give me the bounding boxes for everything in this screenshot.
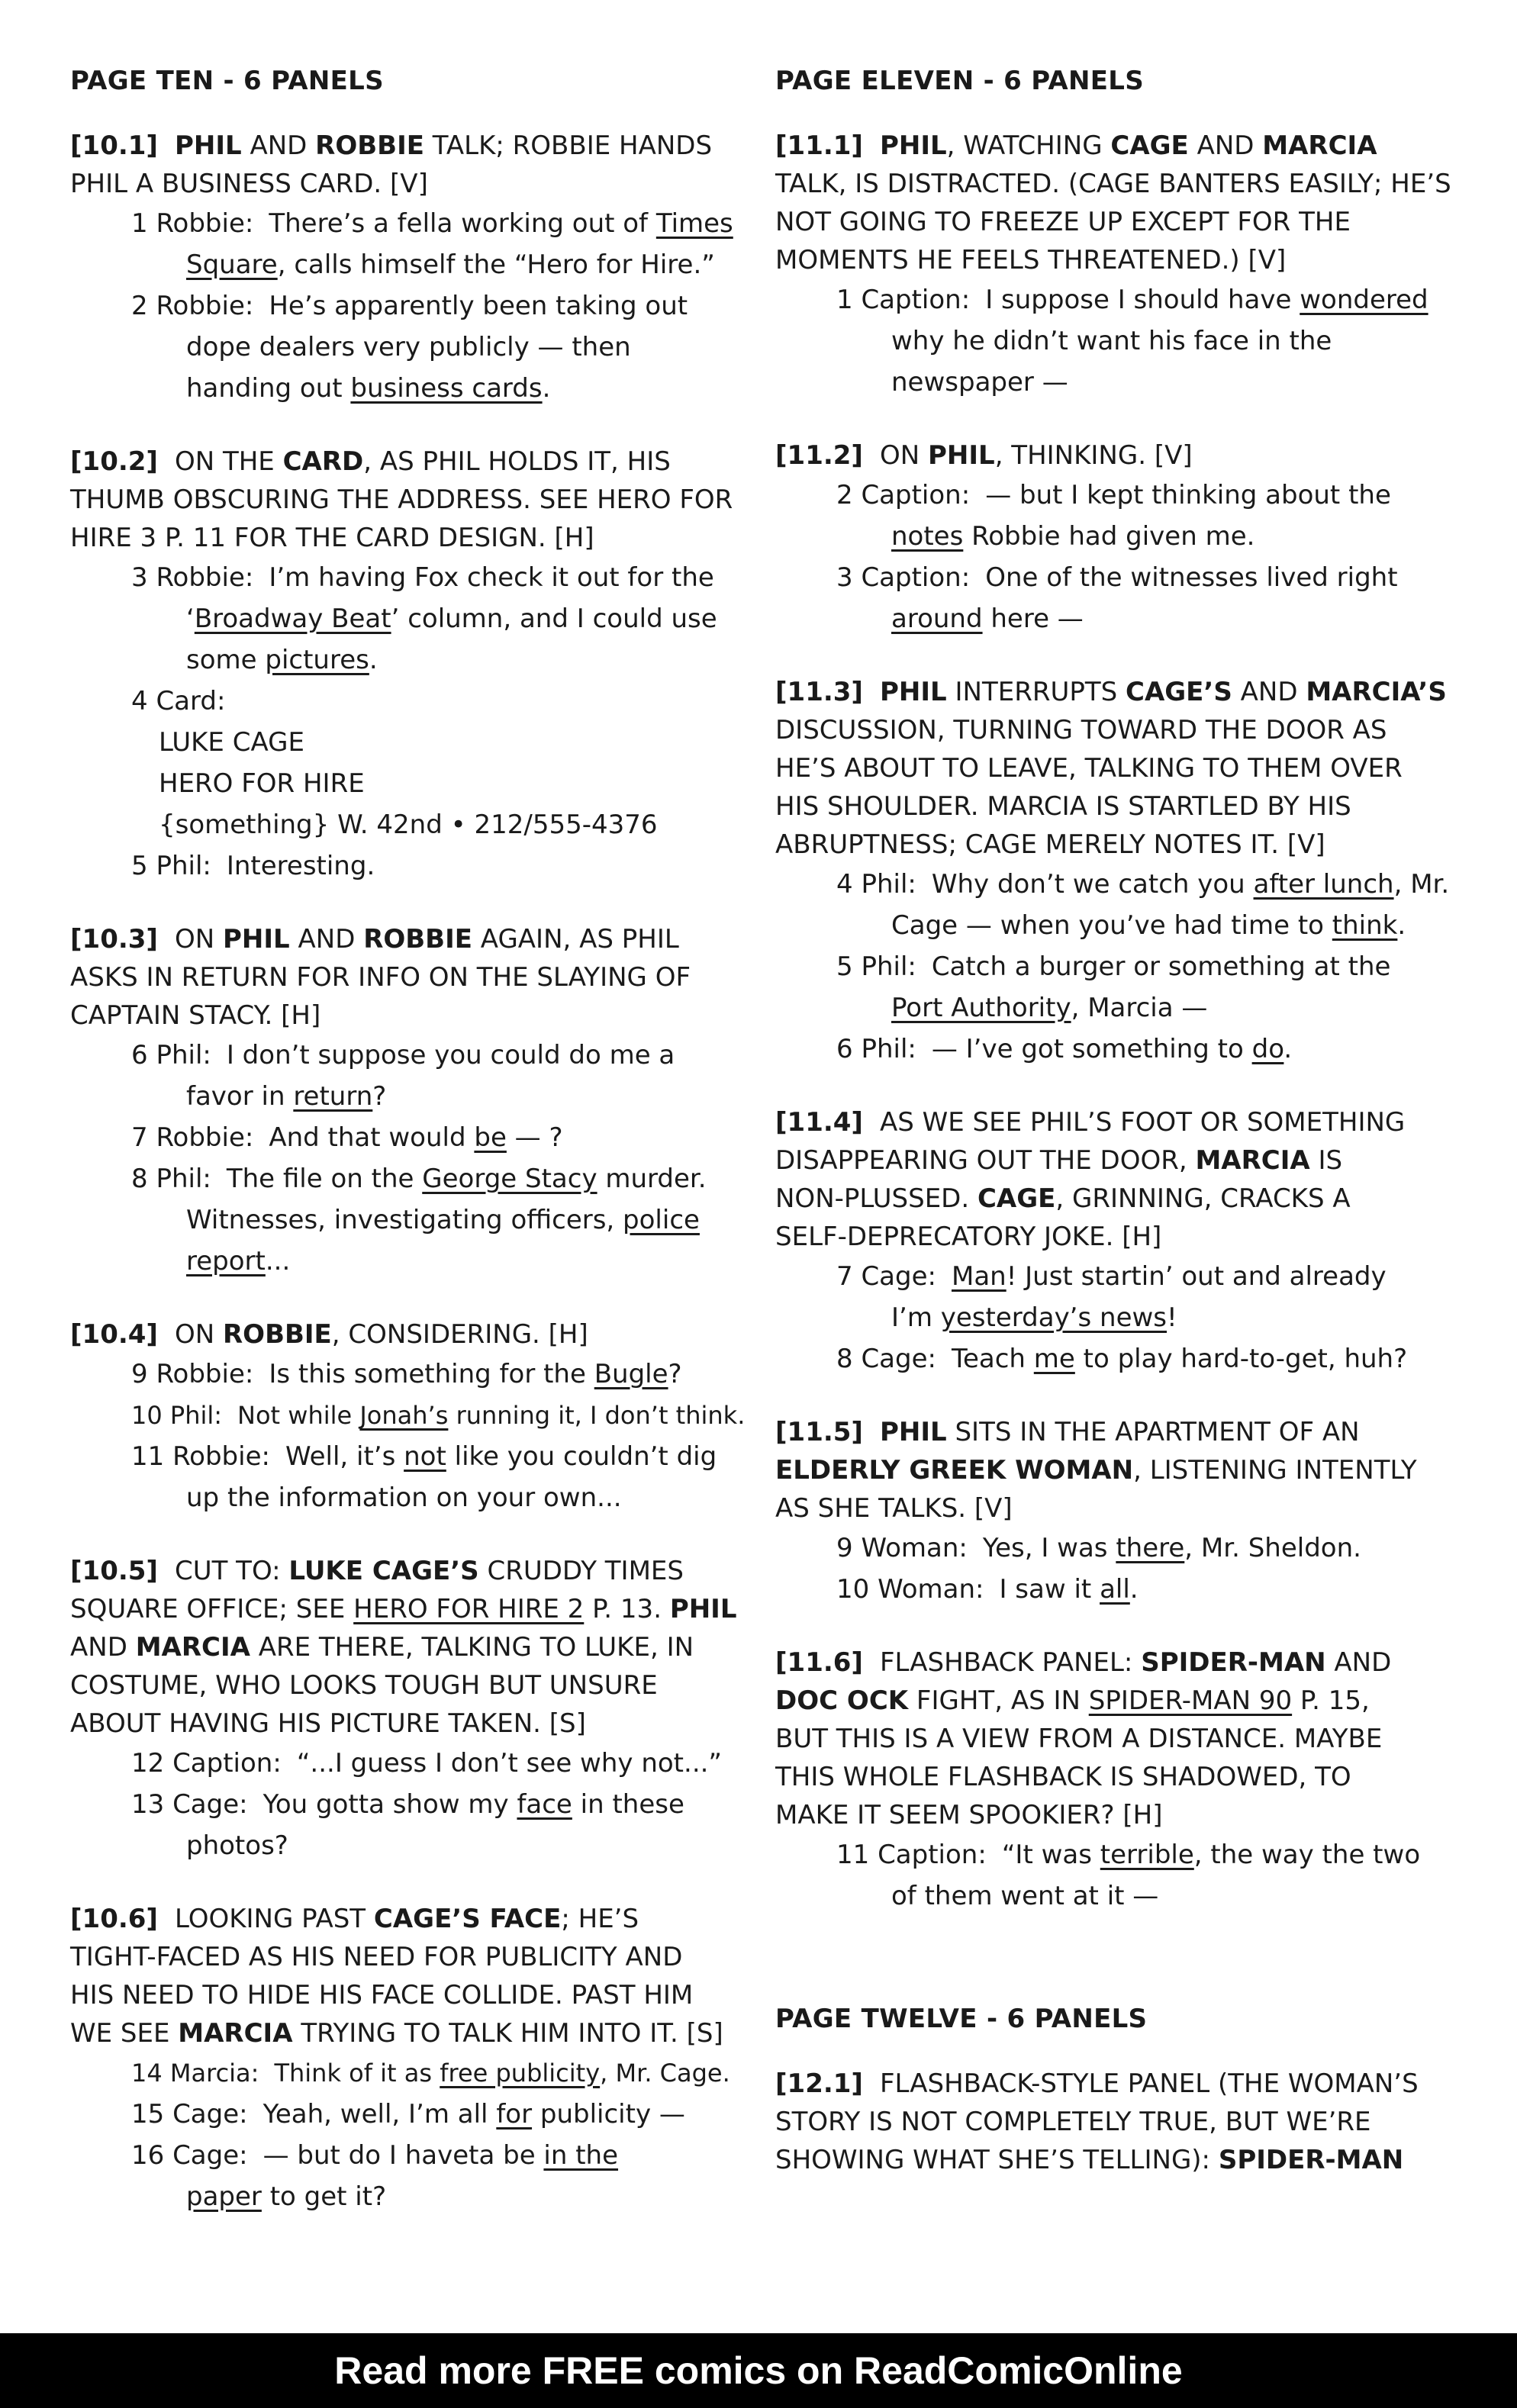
text-line: WE SEE MARCIA TRYING TO TALK HIM INTO IT. [S] — [70, 2018, 723, 2049]
dialogue-line: 15 Cage: Yeah, well, I’m all for publicity — — [131, 2099, 685, 2130]
dialogue-line: 4 Phil: Why don’t we catch you after lunch, Mr. — [836, 869, 1450, 900]
text-line: [11.4] AS WE SEE PHIL’S FOOT OR SOMETHING — [775, 1107, 1406, 1138]
text-line: [10.6] LOOKING PAST CAGE’S FACE; HE’S — [70, 1904, 639, 1934]
dialogue-line: 9 Woman: Yes, I was there, Mr. Sheldon. — [836, 1533, 1361, 1563]
dialogue-line: 7 Cage: Man! Just startin’ out and already — [836, 1261, 1387, 1292]
dialogue-line: 14 Marcia: Think of it as free publicity, Mr. Cage. — [131, 2059, 730, 2088]
text-line: newspaper — — [891, 367, 1068, 398]
panel-10-2 — [70, 443, 757, 887]
dialogue-line: 2 Caption: — but I kept thinking about the — [836, 480, 1391, 510]
dialogue-line: 1 Robbie: There’s a fella working out of Times — [131, 208, 733, 239]
text-line: STORY IS NOT COMPLETELY TRUE, BUT WE’RE — [775, 2107, 1371, 2137]
text-line: ABOUT HAVING HIS PICTURE TAKEN. [S] — [70, 1708, 586, 1739]
text-line: ‘Broadway Beat’ column, and I could use — [186, 604, 717, 634]
text-line: some pictures. — [186, 645, 378, 675]
text-line: AND MARCIA ARE THERE, TALKING TO LUKE, IN — [70, 1632, 694, 1663]
page-title: PAGE TEN - 6 PANELS — [70, 66, 384, 96]
text-line: HIS SHOULDER. MARCIA IS STARTLED BY HIS — [775, 791, 1351, 822]
card-text: {something} W. 42nd • 212/555-4376 — [159, 810, 658, 840]
footer-link[interactable]: Read more FREE comics on ReadComicOnline — [334, 2349, 1183, 2392]
dialogue-line: 10 Phil: Not while Jonah’s running it, I don’t think. — [131, 1401, 746, 1430]
panel-11-2 — [775, 436, 1462, 639]
text-line: [11.5] PHIL SITS IN THE APARTMENT OF AN — [775, 1417, 1360, 1447]
text-line: [11.1] PHIL, WATCHING CAGE AND MARCIA — [775, 130, 1377, 161]
text-line: SELF-DEPRECATORY JOKE. [H] — [775, 1222, 1162, 1252]
text-line: around here — — [891, 604, 1084, 634]
text-line: [10.2] ON THE CARD, AS PHIL HOLDS IT, HIS — [70, 446, 671, 477]
dialogue-line: 12 Caption: “...I guess I don’t see why not...” — [131, 1748, 723, 1779]
text-line: [11.3] PHIL INTERRUPTS CAGE’S AND MARCIA’S — [775, 677, 1447, 707]
text-line: ASKS IN RETURN FOR INFO ON THE SLAYING OF — [70, 962, 691, 993]
text-line: THIS WHOLE FLASHBACK IS SHADOWED, TO — [775, 1762, 1351, 1792]
text-line: TALK, IS DISTRACTED. (CAGE BANTERS EASILY; HE’S — [775, 169, 1451, 199]
text-line: DISCUSSION, TURNING TOWARD THE DOOR AS — [775, 715, 1387, 745]
dialogue-line: 1 Caption: I suppose I should have wondered — [836, 285, 1428, 315]
footer-banner[interactable] — [0, 2333, 1517, 2408]
text-line: report... — [186, 1246, 291, 1276]
panel-11-6 — [775, 1643, 1462, 1917]
text-line: [10.3] ON PHIL AND ROBBIE AGAIN, AS PHIL — [70, 924, 679, 955]
panel-id: [10.1] — [70, 130, 158, 161]
text-line: Square, calls himself the “Hero for Hire.” — [186, 249, 715, 280]
card-text: LUKE CAGE — [159, 727, 304, 758]
text-line: NON-PLUSSED. CAGE, GRINNING, CRACKS A — [775, 1183, 1351, 1214]
right-column — [775, 61, 1462, 2213]
dialogue-line: 7 Robbie: And that would be — ? — [131, 1122, 563, 1153]
dialogue-line: 3 Robbie: I’m having Fox check it out for the — [131, 562, 714, 593]
text-line: NOT GOING TO FREEZE UP EXCEPT FOR THE — [775, 207, 1351, 237]
text-line: [10.1] PHIL AND ROBBIE TALK; ROBBIE HANDS — [70, 130, 713, 161]
panel-10-3 — [70, 920, 757, 1282]
left-column — [70, 61, 757, 2251]
dialogue-line: 6 Phil: I don’t suppose you could do me a — [131, 1040, 675, 1070]
text-line: AS SHE TALKS. [V] — [775, 1493, 1013, 1524]
panel-11-1 — [775, 127, 1462, 403]
text-line: SHOWING WHAT SHE’S TELLING): SPIDER-MAN — [775, 2145, 1404, 2175]
text-line: photos? — [186, 1830, 288, 1861]
text-line: HIRE 3 P. 11 FOR THE CARD DESIGN. [H] — [70, 523, 594, 553]
panel-10-4 — [70, 1315, 757, 1518]
dialogue-line: 11 Caption: “It was terrible, the way the two — [836, 1840, 1421, 1870]
dialogue-line: 6 Phil: — I’ve got something to do. — [836, 1034, 1293, 1064]
panel-10-6 — [70, 1900, 757, 2217]
page-title: PAGE TWELVE - 6 PANELS — [775, 2004, 1148, 2034]
panel-11-5 — [775, 1413, 1462, 1610]
text-line: [10.4] ON ROBBIE, CONSIDERING. [H] — [70, 1319, 588, 1350]
text-line: Cage — when you’ve had time to think. — [891, 910, 1406, 941]
dialogue-line: 3 Caption: One of the witnesses lived right — [836, 562, 1398, 593]
text-line: MOMENTS HE FEELS THREATENED.) [V] — [775, 245, 1287, 275]
text-line: [11.6] FLASHBACK PANEL: SPIDER-MAN AND — [775, 1647, 1392, 1678]
text-line: [10.5] CUT TO: LUKE CAGE’S CRUDDY TIMES — [70, 1556, 684, 1586]
card-text: HERO FOR HIRE — [159, 768, 365, 799]
text-line: [11.2] ON PHIL, THINKING. [V] — [775, 440, 1193, 471]
text-line: I’m yesterday’s news! — [891, 1302, 1177, 1333]
text-line: ABRUPTNESS; CAGE MERELY NOTES IT. [V] — [775, 829, 1325, 860]
text-line: Witnesses, investigating officers, police — [186, 1205, 700, 1235]
panel-12-1 — [775, 2065, 1462, 2179]
text-line: PHIL A BUSINESS CARD. [V] — [70, 169, 428, 199]
text-line: BUT THIS IS A VIEW FROM A DISTANCE. MAYBE — [775, 1724, 1383, 1754]
text-line: favor in return? — [186, 1081, 387, 1112]
text-line: up the information on your own... — [186, 1482, 622, 1513]
text-line: THUMB OBSCURING THE ADDRESS. SEE HERO FOR — [70, 484, 733, 515]
text-line: why he didn’t want his face in the — [891, 326, 1332, 356]
page-title: PAGE ELEVEN - 6 PANELS — [775, 66, 1145, 96]
text-line: notes Robbie had given me. — [891, 521, 1255, 552]
dialogue-line: 4 Card: — [131, 686, 226, 716]
dialogue-line: 2 Robbie: He’s apparently been taking out — [131, 291, 688, 321]
dialogue-line: 11 Robbie: Well, it’s not like you couldn’t dig — [131, 1441, 717, 1472]
panel-11-3 — [775, 673, 1462, 1070]
panel-10-5 — [70, 1552, 757, 1866]
text-line: paper to get it? — [186, 2181, 387, 2212]
text-line: HIS NEED TO HIDE HIS FACE COLLIDE. PAST HIM — [70, 1980, 694, 2010]
text-line: dope dealers very publicly — then — [186, 332, 631, 362]
text-line: TIGHT-FACED AS HIS NEED FOR PUBLICITY AND — [70, 1942, 683, 1972]
text-line: [12.1] FLASHBACK-STYLE PANEL (THE WOMAN’S — [775, 2068, 1419, 2099]
text-line: SQUARE OFFICE; SEE HERO FOR HIRE 2 P. 13. PHIL — [70, 1594, 737, 1624]
dialogue-line: 8 Phil: The file on the George Stacy murder. — [131, 1164, 707, 1194]
text-line: DOC OCK FIGHT, AS IN SPIDER-MAN 90 P. 15, — [775, 1685, 1370, 1716]
dialogue-line: 9 Robbie: Is this something for the Bugle? — [131, 1359, 682, 1389]
dialogue-line: 16 Cage: — but do I haveta be in the — [131, 2140, 619, 2171]
text-line: ELDERLY GREEK WOMAN, LISTENING INTENTLY — [775, 1455, 1417, 1486]
panel-10-1 — [70, 127, 757, 409]
text-line: COSTUME, WHO LOOKS TOUGH BUT UNSURE — [70, 1670, 658, 1701]
text-line: Port Authority, Marcia — — [891, 993, 1208, 1023]
text-line: of them went at it — — [891, 1881, 1159, 1911]
dialogue-line: 8 Cage: Teach me to play hard-to-get, huh? — [836, 1344, 1408, 1374]
dialogue-line: 5 Phil: Catch a burger or something at the — [836, 951, 1391, 982]
panel-11-4 — [775, 1103, 1462, 1379]
text-line: HE’S ABOUT TO LEAVE, TALKING TO THEM OVER — [775, 753, 1403, 784]
text-line: MAKE IT SEEM SPOOKIER? [H] — [775, 1800, 1163, 1830]
text-line: handing out business cards. — [186, 373, 551, 404]
text-line: DISAPPEARING OUT THE DOOR, MARCIA IS — [775, 1145, 1343, 1176]
dialogue-line: 13 Cage: You gotta show my face in these — [131, 1789, 684, 1820]
text-line: CAPTAIN STACY. [H] — [70, 1000, 321, 1031]
dialogue-line: 10 Woman: I saw it all. — [836, 1574, 1139, 1605]
dialogue-line: 5 Phil: Interesting. — [131, 851, 375, 881]
